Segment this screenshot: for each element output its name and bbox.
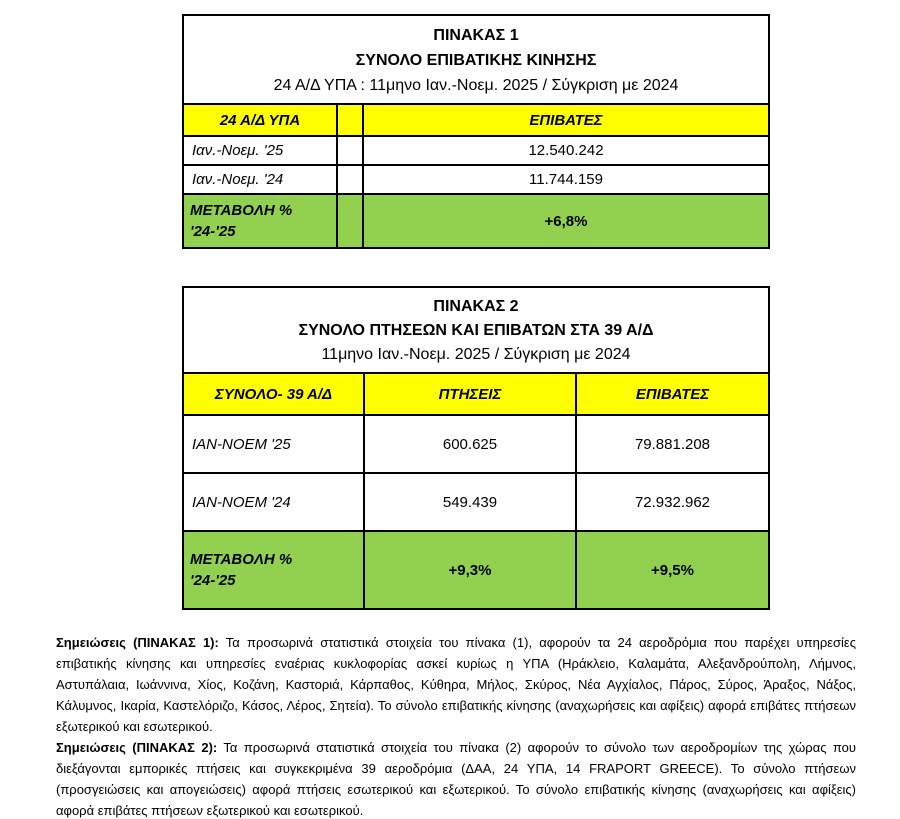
table-2-flights-passengers xyxy=(182,286,770,610)
note-table1-label: Σημειώσεις (ΠΙΝΑΚΑΣ 1): xyxy=(56,635,219,650)
table2-title-line2: ΣΥΝΟΛΟ ΠΤΗΣΕΩΝ ΚΑΙ ΕΠΙΒΑΤΩΝ ΣΤΑ 39 Α/Δ xyxy=(298,322,654,339)
table2-row2-flights: 549.439 xyxy=(364,473,576,531)
table1-header-spacer xyxy=(337,104,363,136)
table2-header-col3: ΕΠΙΒΑΤΕΣ xyxy=(576,373,769,415)
table-row xyxy=(183,473,769,531)
table1-change-label-line2: '24-'25 xyxy=(190,223,236,240)
table1-change-spacer xyxy=(337,194,363,248)
note-table1-text: Τα προσωρινά στατιστικά στοιχεία του πίνακα (1), αφορούν τα 24 αεροδρόμια που παρέχει υπηρεσίες επιβατικής κίνησης και υπηρεσίες εναέριας κυκλοφορίας ασκεί κυρίως η ΥΠΑ (Ηράκλειο, Καλαμάτα, Αλεξανδρούπολη, Λήμνος, Αστυπάλαια, Ιωάννινα, Χίος, Κοζάνη, Καστοριά, Κάρπαθος, Κύθηρα, Μήλος, Σκύρος, Νέα Αγχίαλος, Πάρος, Σύρος, Άραξος, Νάξος, Κάλυμνος, Ικαρία, Καστελόριζο, Κάσος, Λέρος, Σητεία). Το σύνολο επιβατικής κίνησης (αναχωρήσεις και αφίξεις) αφορά επιβάτες πτήσεων εξωτερικού και εσωτερικού. xyxy=(56,635,856,734)
note-table2-text: Τα προσωρινά στατιστικά στοιχεία του πίνακα (2) αφορούν το σύνολο των αεροδρομίων της χώρας που διεξάγονται εμπορικές πτήσεις και συγκεκριμένα 39 αεροδρόμια (ΔΑΑ, 24 ΥΠΑ, 14 FRAPORT GREECE). Το σύνολο πτήσεων (προσγειώσεις και απογειώσεις) αφορά πτήσεις εσωτερικού και εξωτερικού. Το σύνολο επιβατικής κίνησης (αναχωρήσεις και αφίξεις) αφορά επιβάτες πτήσεων εξωτερικού και εσωτερικού. xyxy=(56,740,856,818)
table2-change-flights: +9,3% xyxy=(364,531,576,609)
table1-change-row xyxy=(183,194,769,248)
table-row xyxy=(183,415,769,473)
table2-header-col2: ΠΤΗΣΕΙΣ xyxy=(364,373,576,415)
table1-row1-spacer xyxy=(337,136,363,165)
table2-change-label xyxy=(183,531,364,609)
table2-row1-flights: 600.625 xyxy=(364,415,576,473)
table2-row1-label: ΙΑΝ-ΝΟΕΜ '25 xyxy=(183,415,364,473)
note-table2 xyxy=(56,737,856,819)
table1-title-line1: ΠΙΝΑΚΑΣ 1 xyxy=(433,27,519,44)
footnotes xyxy=(56,632,856,819)
table1-row2-spacer xyxy=(337,165,363,194)
table2-change-passengers: +9,5% xyxy=(576,531,769,609)
table1-header-col1: 24 Α/Δ ΥΠΑ xyxy=(183,104,337,136)
table1-title-line3: 24 Α/Δ ΥΠΑ : 11μηνο Ιαν.-Νοεμ. 2025 / Σύγκριση με 2024 xyxy=(273,77,679,94)
table2-change-label-line1: ΜΕΤΑΒΟΛΗ % xyxy=(190,551,293,568)
table2-change-row xyxy=(183,531,769,609)
note-table1 xyxy=(56,632,856,737)
table1-row1-label: Ιαν.-Νοεμ. '25 xyxy=(183,136,337,165)
table2-row1-passengers: 79.881.208 xyxy=(576,415,769,473)
table2-title-line3: 11μηνο Ιαν.-Νοεμ. 2025 / Σύγκριση με 2024 xyxy=(321,346,631,363)
table2-change-label-line2: '24-'25 xyxy=(190,572,236,589)
table-1-passenger-traffic xyxy=(182,14,770,249)
table1-header-col2: ΕΠΙΒΑΤΕΣ xyxy=(363,104,769,136)
table1-title-row xyxy=(183,15,769,104)
table1-header-row xyxy=(183,104,769,136)
table1-row2-label: Ιαν.-Νοεμ. '24 xyxy=(183,165,337,194)
table2-header-col1: ΣΥΝΟΛΟ- 39 Α/Δ xyxy=(183,373,364,415)
table1-change-label-line1: ΜΕΤΑΒΟΛΗ % xyxy=(190,202,293,219)
table2-header-row xyxy=(183,373,769,415)
table-row xyxy=(183,136,769,165)
table2-row2-passengers: 72.932.962 xyxy=(576,473,769,531)
table1-change-passengers: +6,8% xyxy=(363,194,769,248)
table1-row2-passengers: 11.744.159 xyxy=(363,165,769,194)
table1-title-line2: ΣΥΝΟΛΟ ΕΠΙΒΑΤΙΚΗΣ ΚΙΝΗΣΗΣ xyxy=(355,52,597,69)
table2-row2-label: ΙΑΝ-ΝΟΕΜ '24 xyxy=(183,473,364,531)
table1-change-label xyxy=(183,194,337,248)
table2-title-line1: ΠΙΝΑΚΑΣ 2 xyxy=(433,298,519,315)
table1-title xyxy=(183,15,769,104)
table2-title-row xyxy=(183,287,769,373)
table2-title xyxy=(183,287,769,373)
table1-row1-passengers: 12.540.242 xyxy=(363,136,769,165)
note-table2-label: Σημειώσεις (ΠΙΝΑΚΑΣ 2): xyxy=(56,740,218,755)
table-row xyxy=(183,165,769,194)
